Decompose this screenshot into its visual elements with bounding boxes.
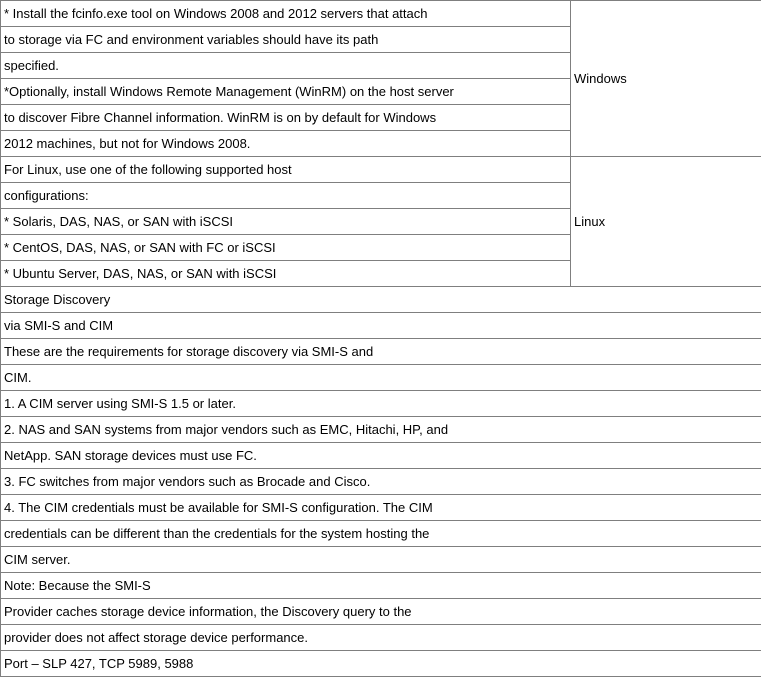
table-row — [1, 287, 761, 313]
table-row — [1, 339, 761, 365]
storage-line-13: Provider caches storage device information, the Discovery query to the — [1, 599, 761, 625]
table-row — [1, 365, 761, 391]
table-row — [1, 443, 761, 469]
linux-line-2: configurations: — [1, 183, 571, 209]
table-row — [1, 599, 761, 625]
table-row — [1, 521, 761, 547]
table-row — [1, 573, 761, 599]
storage-line-5: 1. A CIM server using SMI-S 1.5 or later. — [1, 391, 761, 417]
storage-line-14: provider does not affect storage device performance. — [1, 625, 761, 651]
storage-line-6: 2. NAS and SAN systems from major vendors such as EMC, Hitachi, HP, and — [1, 417, 761, 443]
storage-line-4: CIM. — [1, 365, 761, 391]
table-row — [1, 157, 761, 183]
os-label-windows: Windows — [571, 1, 761, 157]
storage-line-9: 4. The CIM credentials must be available for SMI-S configuration. The CIM — [1, 495, 761, 521]
storage-line-8: 3. FC switches from major vendors such as Brocade and Cisco. — [1, 469, 761, 495]
windows-line-4: *Optionally, install Windows Remote Management (WinRM) on the host server — [1, 79, 571, 105]
storage-line-2: via SMI-S and CIM — [1, 313, 761, 339]
linux-line-4: * CentOS, DAS, NAS, or SAN with FC or iSCSI — [1, 235, 571, 261]
storage-line-11: CIM server. — [1, 547, 761, 573]
windows-line-1: * Install the fcinfo.exe tool on Windows 2008 and 2012 servers that attach — [1, 1, 571, 27]
windows-line-5: to discover Fibre Channel information. WinRM is on by default for Windows — [1, 105, 571, 131]
windows-line-3: specified. — [1, 53, 571, 79]
table-row — [1, 625, 761, 651]
storage-line-7: NetApp. SAN storage devices must use FC. — [1, 443, 761, 469]
table-row — [1, 1, 761, 27]
storage-line-15: Port – SLP 427, TCP 5989, 5988 — [1, 651, 761, 677]
storage-line-12: Note: Because the SMI-S — [1, 573, 761, 599]
table-row — [1, 495, 761, 521]
linux-line-1: For Linux, use one of the following supported host — [1, 157, 571, 183]
table-row — [1, 469, 761, 495]
table-row — [1, 417, 761, 443]
storage-line-10: credentials can be different than the credentials for the system hosting the — [1, 521, 761, 547]
table-row — [1, 547, 761, 573]
os-label-linux: Linux — [571, 157, 761, 287]
table-row — [1, 313, 761, 339]
linux-line-5: * Ubuntu Server, DAS, NAS, or SAN with iSCSI — [1, 261, 571, 287]
requirements-table-body — [1, 1, 761, 677]
linux-line-3: * Solaris, DAS, NAS, or SAN with iSCSI — [1, 209, 571, 235]
table-row — [1, 651, 761, 677]
windows-line-6: 2012 machines, but not for Windows 2008. — [1, 131, 571, 157]
table-row — [1, 391, 761, 417]
storage-line-1: Storage Discovery — [1, 287, 761, 313]
storage-line-3: These are the requirements for storage discovery via SMI-S and — [1, 339, 761, 365]
windows-line-2: to storage via FC and environment variables should have its path — [1, 27, 571, 53]
